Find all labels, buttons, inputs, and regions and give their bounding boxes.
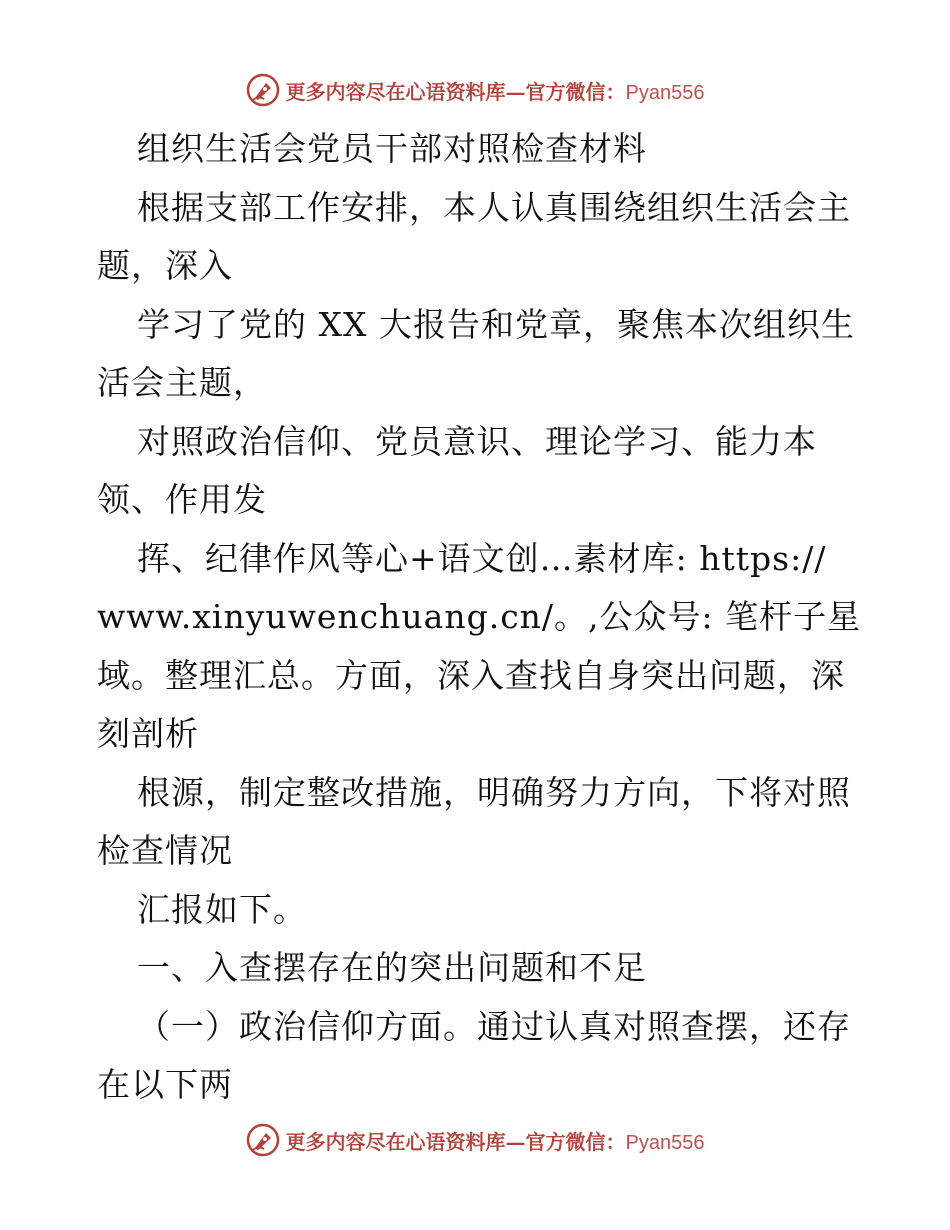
- paragraph-line: 刻剖析: [97, 714, 199, 753]
- watermark-label: 更多内容尽在心语资料库—官方微信：: [285, 1129, 626, 1154]
- watermark-text: [286, 76, 705, 105]
- document-title: 组织生活会党员干部对照检查材料: [137, 129, 647, 168]
- section-heading: 一、入查摆存在的突出问题和不足: [137, 948, 647, 987]
- subsection-heading: （一）政治信仰方面。通过认真对照查摆，还存: [137, 1006, 851, 1046]
- paragraph-line: 题，深入: [97, 246, 233, 285]
- paragraph-line: 对照政治信仰、党员意识、理论学习、能力本: [137, 421, 817, 461]
- paragraph-line: 根据支部工作安排，本人认真围绕组织生活会主: [137, 187, 851, 227]
- watermark-text: [286, 1126, 705, 1155]
- pen-nib-logo-icon: [246, 73, 280, 107]
- document-body: [97, 120, 862, 1115]
- header-watermark: [0, 70, 950, 110]
- paragraph-line: 挥、纪律作风等心+语文创…素材库: https://: [137, 538, 827, 578]
- paragraph-line: 根源，制定整改措施，明确努力方向，下将对照: [137, 772, 851, 812]
- paragraph-line: 在以下两: [97, 1065, 233, 1104]
- watermark-wechat-id: Pyan556: [625, 1131, 705, 1154]
- paragraph-line: 检查情况: [97, 831, 233, 870]
- paragraph-line: 领、作用发: [97, 480, 267, 519]
- paragraph-line: 学习了党的 XX 大报告和党章，聚焦本次组织生: [137, 304, 855, 344]
- footer-watermark: [0, 1120, 950, 1160]
- paragraph-line: 活会主题，: [97, 363, 267, 402]
- watermark-label: 更多内容尽在心语资料库—官方微信：: [285, 79, 626, 104]
- paragraph-line: 汇报如下。: [137, 889, 307, 929]
- pen-nib-logo-icon: [246, 1123, 280, 1157]
- paragraph-line: 域。整理汇总。方面，深入查找自身突出问题，深: [97, 655, 845, 695]
- watermark-wechat-id: Pyan556: [625, 81, 705, 104]
- paragraph-line: www.xinyuwenchuang.cn/。,公众号: 笔杆子星: [97, 597, 862, 636]
